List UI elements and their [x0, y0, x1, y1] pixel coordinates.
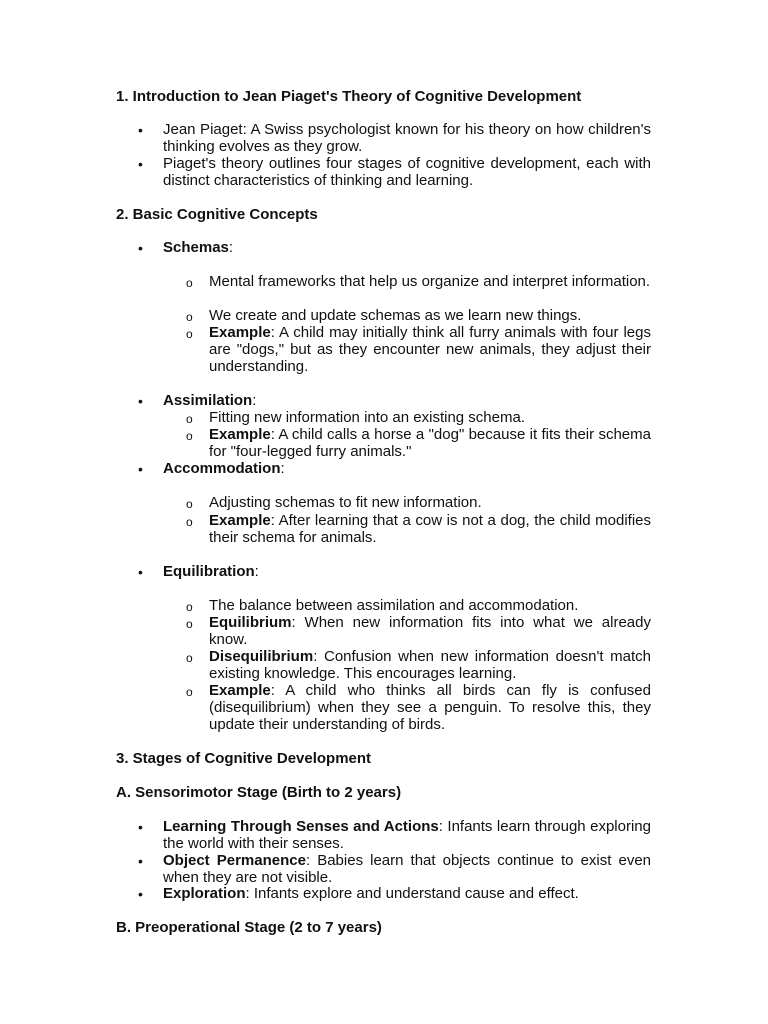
- bullet-text: Exploration: Infants explore and understand cause and effect.: [163, 885, 579, 902]
- sub-bullet-text: Example: A child who thinks all birds can fly is confused (disequilibrium) when they see a penguin. To resolve this, they update their understanding of birds.: [209, 682, 651, 733]
- example-term: Example: [209, 682, 271, 699]
- concept-label: [163, 392, 651, 409]
- sub-bullet-marker: o: [186, 617, 193, 631]
- sub-bullet-marker: o: [186, 651, 193, 665]
- equilibrium-term: Equilibrium: [209, 614, 292, 631]
- sub-bullet-text: We create and update schemas as we learn new things.: [209, 307, 582, 324]
- sub-bullet-text: Example: After learning that a cow is not a dog, the child modifies their schema for animals.: [209, 512, 651, 546]
- example-term: Example: [209, 512, 271, 529]
- concept-label: [163, 239, 651, 256]
- sub-bullet-marker: o: [186, 310, 193, 324]
- sub-bullet-marker: o: [186, 412, 193, 426]
- sub-bullet-text: Disequilibrium: Confusion when new information doesn't match existing knowledge. This encourages learning.: [209, 648, 651, 682]
- bullet-text: Object Permanence: Babies learn that objects continue to exist even when they are not visible.: [163, 852, 651, 886]
- concept-term: Accommodation: [163, 460, 281, 477]
- sub-bullet-marker: o: [186, 515, 193, 529]
- bullet-marker: •: [138, 564, 143, 580]
- disequilibrium-term: Disequilibrium: [209, 648, 314, 665]
- sub-bullet-marker: o: [186, 327, 193, 341]
- concept-term: Assimilation: [163, 392, 253, 409]
- colon: :: [228, 239, 234, 256]
- concept-label: [163, 460, 651, 477]
- sub-bullet-text: Example: A child calls a horse a "dog" because it fits their schema for "four-legged furry animals.": [209, 426, 651, 460]
- concept-term: Equilibration: [163, 563, 255, 580]
- sub-bullet-text: Fitting new information into an existing schema.: [209, 409, 525, 426]
- sub-bullet-marker: o: [186, 429, 193, 443]
- colon: :: [252, 392, 257, 409]
- sub-bullet-marker: o: [186, 276, 193, 290]
- subsection-heading: B. Preoperational Stage (2 to 7 years): [116, 919, 382, 936]
- bullet-text: Jean Piaget: A Swiss psychologist known for his theory on how children's thinking evolves as they grow.: [163, 121, 651, 155]
- bullet-marker: •: [138, 853, 143, 869]
- concept-term: Schemas: [163, 239, 229, 256]
- concept-label: [163, 563, 651, 580]
- bullet-marker: •: [138, 461, 143, 477]
- sub-bullet-text: The balance between assimilation and accommodation.: [209, 597, 579, 614]
- colon: :: [280, 460, 285, 477]
- bullet-marker: •: [138, 122, 143, 138]
- bullet-term: Object Permanence: [163, 852, 306, 869]
- example-term: Example: [209, 426, 271, 443]
- section-heading: 2. Basic Cognitive Concepts: [116, 206, 318, 223]
- bullet-term: Learning Through Senses and Actions: [163, 818, 439, 835]
- sub-bullet-text: Example: A child may initially think all furry animals with four legs are "dogs," but as they encounter new animals, they adjust their understanding.: [209, 324, 651, 375]
- sub-bullet-text: Adjusting schemas to fit new information.: [209, 494, 482, 511]
- bullet-text: Learning Through Senses and Actions: Infants learn through exploring the world with their senses.: [163, 818, 651, 852]
- bullet-marker: •: [138, 819, 143, 835]
- bullet-text: Piaget's theory outlines four stages of cognitive development, each with distinct characteristics of thinking and learning.: [163, 155, 651, 189]
- example-term: Example: [209, 324, 271, 341]
- bullet-marker: •: [138, 156, 143, 172]
- subsection-heading: A. Sensorimotor Stage (Birth to 2 years): [116, 784, 402, 801]
- section-heading: 3. Stages of Cognitive Development: [116, 750, 372, 767]
- sub-bullet-marker: o: [186, 600, 193, 614]
- colon: :: [254, 563, 259, 580]
- sub-bullet-text: Equilibrium: When new information fits into what we already know.: [209, 614, 651, 648]
- bullet-term: Exploration: [163, 885, 246, 902]
- sub-bullet-marker: o: [186, 497, 193, 511]
- bullet-marker: •: [138, 240, 143, 256]
- bullet-marker: •: [138, 886, 143, 902]
- sub-bullet-marker: o: [186, 685, 193, 699]
- bullet-marker: •: [138, 393, 143, 409]
- sub-bullet-text: Mental frameworks that help us organize and interpret information.: [209, 273, 651, 290]
- section-heading: 1. Introduction to Jean Piaget's Theory of Cognitive Development: [116, 88, 582, 105]
